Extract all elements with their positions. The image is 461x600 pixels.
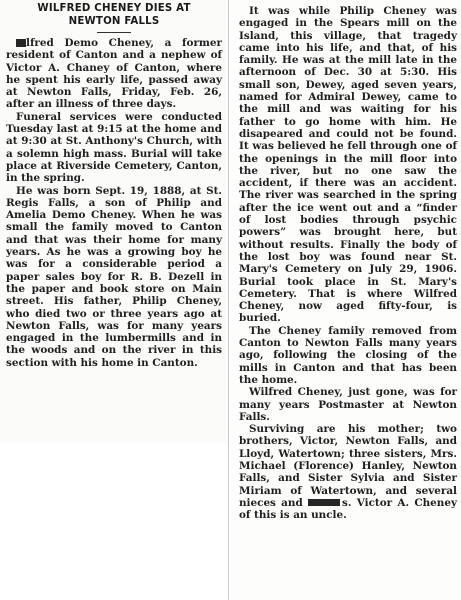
left-column: [0, 0, 227, 442]
paragraph-intro: [6, 37, 222, 111]
paragraph-survivors-tail: s. Victor A. Cheney of this is an uncle.: [239, 496, 457, 522]
headline: [6, 3, 222, 28]
ink-smudge-nephews: [308, 499, 340, 506]
paragraph-intro-text: lfred Demo Cheney, a former resident of Canton and a nephew of Victor A. Chaney of Canton, where he spent his early life, passed away at Newton Falls, Friday, Feb. 26, after an illness of three days.: [6, 37, 222, 111]
paragraph-postmaster: Wilfred Cheney, just gone, was for many years Postmaster at Newton Falls.: [239, 386, 457, 423]
headline-line-2: NEWTON FALLS: [68, 15, 160, 27]
paragraph-removal: The Cheney family removed from Canton to Newton Falls many years ago, following the closing of the mills in Canton and that has been the home.: [239, 324, 457, 386]
right-column: [231, 0, 461, 600]
paragraph-survivors-text: Surviving are his mother; two brothers, Victor, Newton Falls, and Lloyd, Watertown; three sisters, Mrs. Michael (Florence) Hanley, Newton Falls, and Sister Sylvia and Sister Miriam of Watertown, and several nieces and: [239, 423, 457, 509]
ink-smudge: [16, 39, 26, 47]
paragraph-funeral: Funeral services were conducted Tuesday last at 9:15 at the home and at 9:30 at St. Anthony's Church, with a solemn high mass. Burial will take place at Riverside Cemetery, Canton, in the spring.: [6, 110, 222, 185]
paragraph-tragedy: It was while Philip Cheney was engaged in the Spears mill on the Island, this village, that tragedy came into his life, and that, of his family. He was at the mill late in the afternoon of Dec. 30 at 5:30. His small son, Dewey, aged seven years, named for Admiral Dewey, came to the mill and was waiting for his father to go home with him. He disapeared and could not be found. It was believed he fell through one of the openings in the mill floor into the river, but no one saw the accident, if there was an accident. The river was searched in the spring after the ice went out and a “finder of lost bodies through psychic powers” was brought here, but without results. Finally the body of the lost boy was found near St. Mary's Cemetery on July 29, 1906. Burial took place in St. Mary's Cemetery. That is where Wilfred Cheney, now aged fifty-four, is buried.: [239, 5, 457, 325]
headline-rule: [97, 32, 131, 33]
paragraph-survivors: [239, 423, 457, 521]
headline-line-1: WILFRED CHENEY DIES AT: [37, 3, 191, 14]
column-gutter: [228, 0, 229, 600]
paragraph-biography: He was born Sept. 19, 1888, at St. Regis Falls, a son of Philip and Amelia Demo Cheney. When he was small the family moved to Canton and that was their home for many years. As he was a growing boy he was for a considerable period a paper sales boy for R. B. Dezell in the paper and book store on Main street. His father, Philip Cheney, who died two or three years ago at Newton Falls, was for many years engaged in the lumbermills and in the woods and on the river in this section with his home in Canton.: [6, 184, 222, 369]
